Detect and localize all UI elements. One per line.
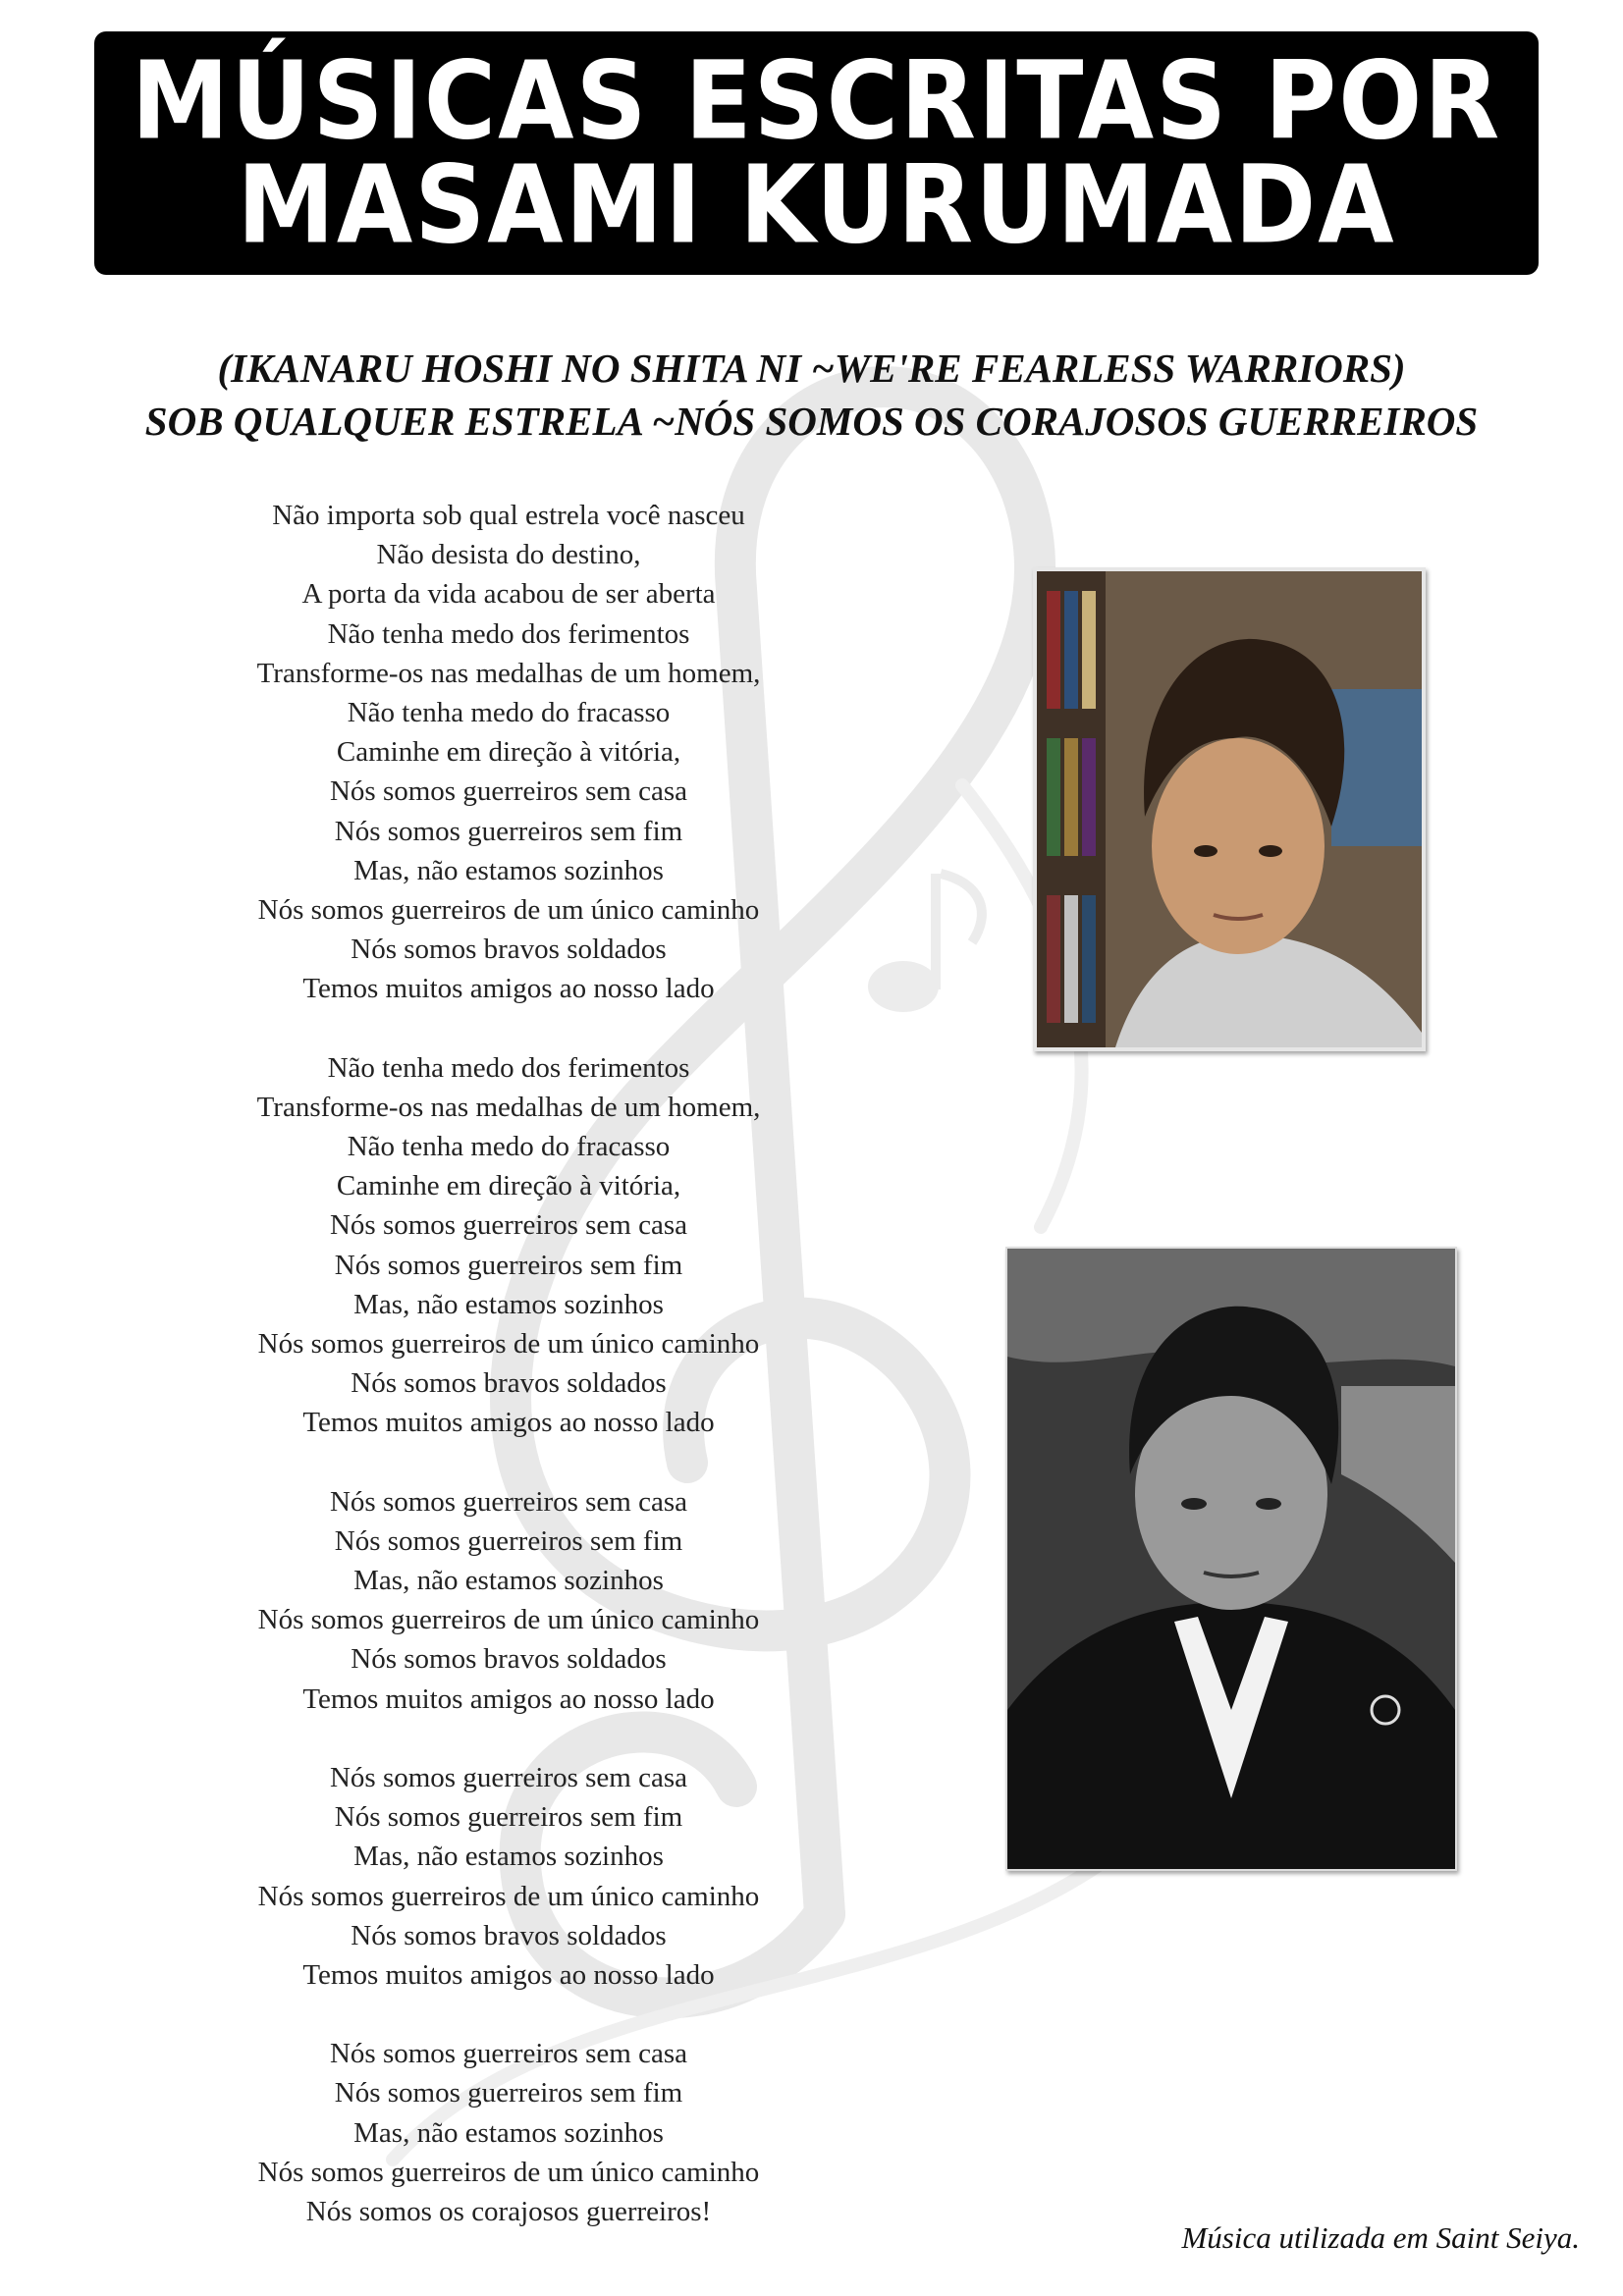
lyric-line: Nós somos os corajosos guerreiros!: [305, 2195, 712, 2227]
lyric-line: Mas, não estamos sozinhos: [353, 854, 664, 886]
lyric-line: Mas, não estamos sozinhos: [353, 1288, 664, 1320]
author-photo-color: [1033, 567, 1426, 1051]
lyric-line: Temos muitos amigos ao nosso lado: [302, 973, 715, 1005]
lyric-line: Nós somos guerreiros sem casa: [329, 1209, 688, 1242]
lyric-line: Nós somos bravos soldados: [351, 1919, 667, 1951]
lyric-line: Nós somos guerreiros sem fim: [334, 1801, 683, 1834]
lyric-line: Não desista do destino,: [376, 539, 641, 571]
lyrics-stanza: [209, 1048, 808, 1443]
lyrics-stanza: [209, 1482, 808, 1719]
lyrics-stanza: [209, 496, 808, 1009]
lyric-line: Nós somos guerreiros sem casa: [329, 775, 688, 808]
lyric-line: Nós somos guerreiros de um único caminho: [257, 1328, 760, 1361]
lyric-line: Nós somos guerreiros de um único caminho: [257, 894, 760, 927]
title-line-1: MÚSICAS ESCRITAS POR: [131, 37, 1502, 164]
lyric-line: Não tenha medo dos ferimentos: [327, 617, 690, 650]
lyric-line: Nós somos guerreiros de um único caminho: [257, 2156, 760, 2188]
lyrics-block: [209, 496, 808, 2270]
lyric-line: Temos muitos amigos ao nosso lado: [302, 1407, 715, 1439]
lyric-line: Nós somos guerreiros sem fim: [334, 2077, 683, 2109]
lyric-line: Nós somos bravos soldados: [351, 1643, 667, 1676]
song-title: [0, 342, 1623, 448]
lyric-line: Caminhe em direção à vitória,: [336, 1170, 681, 1202]
lyric-line: Não tenha medo do fracasso: [347, 1131, 671, 1163]
lyric-line: A porta da vida acabou de ser aberta: [301, 578, 716, 611]
song-title-portuguese: SOB QUALQUER ESTRELA ~NÓS SOMOS OS CORAJOSOS GUERREIROS: [144, 399, 1479, 444]
lyric-line: Nós somos guerreiros sem fim: [334, 1524, 683, 1557]
lyric-line: Nós somos guerreiros sem casa: [329, 2038, 688, 2070]
lyric-line: Não tenha medo dos ferimentos: [327, 1051, 690, 1084]
author-photo-bw-image: [1007, 1249, 1455, 1869]
lyric-line: Temos muitos amigos ao nosso lado: [302, 1958, 715, 1991]
title-line-2: MASAMI KURUMADA: [237, 141, 1396, 268]
lyric-line: Não tenha medo do fracasso: [347, 697, 671, 729]
lyric-line: Nós somos bravos soldados: [351, 934, 667, 966]
footer-note: Música utilizada em Saint Seiya.: [1181, 2220, 1580, 2255]
lyric-line: Mas, não estamos sozinhos: [353, 1565, 664, 1597]
lyric-line: Transforme-os nas medalhas de um homem,: [256, 657, 761, 689]
song-title-japanese: (IKANARU HOSHI NO SHITA NI ~WE'RE FEARLESS WARRIORS): [217, 346, 1406, 391]
lyric-line: Caminhe em direção à vitória,: [336, 736, 681, 769]
lyric-line: Mas, não estamos sozinhos: [353, 1841, 664, 1873]
lyric-line: Nós somos guerreiros sem casa: [329, 1485, 688, 1518]
lyric-line: Nós somos guerreiros sem casa: [329, 1761, 688, 1793]
lyric-line: Transforme-os nas medalhas de um homem,: [256, 1091, 761, 1123]
lyric-line: Temos muitos amigos ao nosso lado: [302, 1682, 715, 1715]
lyric-line: Nós somos guerreiros de um único caminho: [257, 1880, 760, 1912]
lyrics-stanza: [209, 2034, 808, 2231]
lyric-line: Nós somos guerreiros sem fim: [334, 1249, 683, 1281]
lyric-line: Nós somos guerreiros de um único caminho: [257, 1604, 760, 1636]
lyric-line: Mas, não estamos sozinhos: [353, 2116, 664, 2149]
author-photo-bw: [1005, 1247, 1457, 1871]
lyric-line: Nós somos guerreiros sem fim: [334, 815, 683, 847]
lyric-line: Não importa sob qual estrela você nasceu: [272, 500, 745, 531]
lyric-line: Nós somos bravos soldados: [351, 1367, 667, 1400]
lyrics-stanza: [209, 1758, 808, 1995]
author-photo-color-image: [1037, 571, 1422, 1047]
title-banner: [94, 31, 1539, 275]
